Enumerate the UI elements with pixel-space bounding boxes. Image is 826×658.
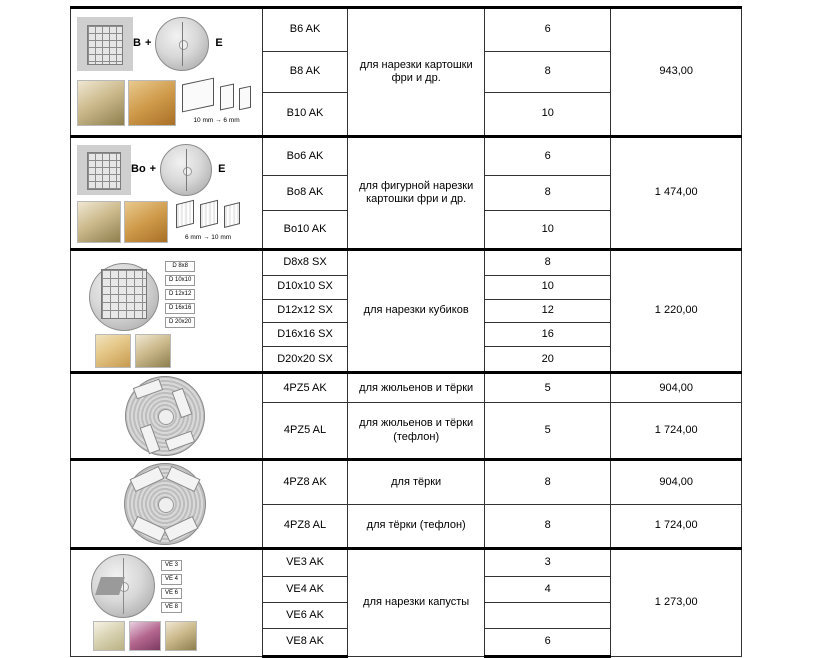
product-code: 4PZ8 AK bbox=[262, 460, 348, 505]
product-code: 4PZ8 AL bbox=[262, 504, 348, 549]
product-size: 8 bbox=[485, 175, 611, 211]
illus-label: D 20x20 bbox=[165, 317, 195, 328]
illus-label: D 16x16 bbox=[165, 303, 195, 314]
product-size: 3 bbox=[485, 549, 611, 577]
product-size: 12 bbox=[485, 299, 611, 323]
product-size: 4 bbox=[485, 576, 611, 602]
product-code: B8 AK bbox=[262, 51, 348, 92]
product-size: 10 bbox=[485, 211, 611, 250]
product-code: 4PZ5 AK bbox=[262, 373, 348, 403]
table-row bbox=[71, 373, 742, 403]
illus-label: VE 8 bbox=[161, 602, 182, 613]
product-size: 16 bbox=[485, 323, 611, 347]
product-price: 904,00 bbox=[611, 460, 742, 505]
product-size: 20 bbox=[485, 347, 611, 373]
illus-label: D 10x10 bbox=[165, 275, 195, 286]
product-price: 1 724,00 bbox=[611, 403, 742, 460]
product-price: 1 474,00 bbox=[611, 137, 742, 250]
product-size: 5 bbox=[485, 373, 611, 403]
product-size: 10 bbox=[485, 93, 611, 137]
product-size: 8 bbox=[485, 250, 611, 276]
product-description: для жюльенов и тёрки (тефлон) bbox=[348, 403, 485, 460]
table-row bbox=[71, 460, 742, 505]
product-size bbox=[485, 602, 611, 628]
product-description: для жюльенов и тёрки bbox=[348, 373, 485, 403]
product-code: VE3 AK bbox=[262, 549, 348, 577]
product-size: 8 bbox=[485, 51, 611, 92]
product-code: 4PZ5 AL bbox=[262, 403, 348, 460]
product-description: для нарезки картошки фри и др. bbox=[348, 8, 485, 137]
product-price: 1 273,00 bbox=[611, 549, 742, 657]
product-code: D8x8 SX bbox=[262, 250, 348, 276]
table-row bbox=[71, 549, 742, 577]
product-price: 1 220,00 bbox=[611, 250, 742, 373]
illus-right-label: E bbox=[218, 163, 226, 176]
product-size: 6 bbox=[485, 137, 611, 176]
product-image-ve-ak bbox=[71, 549, 263, 657]
product-code: D16x16 SX bbox=[262, 323, 348, 347]
illus-right-label: E bbox=[215, 37, 223, 50]
illus-label: VE 3 bbox=[161, 560, 182, 571]
table-row bbox=[71, 8, 742, 52]
product-image-b-ak bbox=[71, 8, 263, 137]
product-catalog-table bbox=[70, 6, 742, 658]
illus-dimension-note: 10 mm → 6 mm bbox=[193, 117, 240, 125]
product-description: для нарезки капусты bbox=[348, 549, 485, 657]
product-code: VE6 AK bbox=[262, 602, 348, 628]
table-row bbox=[71, 250, 742, 276]
product-code: Bo6 AK bbox=[262, 137, 348, 176]
illus-left-label: B bbox=[133, 37, 141, 50]
product-code: VE8 AK bbox=[262, 629, 348, 657]
product-price: 904,00 bbox=[611, 373, 742, 403]
product-description: для тёрки bbox=[348, 460, 485, 505]
catalog-sheet bbox=[70, 6, 742, 658]
product-code: Bo8 AK bbox=[262, 175, 348, 211]
product-description: для фигурной нарезки картошки фри и др. bbox=[348, 137, 485, 250]
illus-label: VE 6 bbox=[161, 588, 182, 599]
product-code: B6 AK bbox=[262, 8, 348, 52]
illus-label: D 8x8 bbox=[165, 261, 195, 272]
product-image-bo-ak bbox=[71, 137, 263, 250]
product-code: D10x10 SX bbox=[262, 275, 348, 299]
product-price: 943,00 bbox=[611, 8, 742, 137]
product-size: 6 bbox=[485, 8, 611, 52]
product-size: 8 bbox=[485, 504, 611, 549]
illus-dimension-note: 6 mm → 10 mm bbox=[184, 234, 232, 242]
illus-left-label: Bo bbox=[131, 163, 146, 176]
product-code: D20x20 SX bbox=[262, 347, 348, 373]
illus-label: D 12x12 bbox=[165, 289, 195, 300]
illus-label: VE 4 bbox=[161, 574, 182, 585]
illus-plus: + bbox=[144, 37, 152, 50]
product-code: D12x12 SX bbox=[262, 299, 348, 323]
product-image-4pz5 bbox=[71, 373, 263, 460]
product-image-4pz8 bbox=[71, 460, 263, 549]
product-size: 5 bbox=[485, 403, 611, 460]
product-code: B10 AK bbox=[262, 93, 348, 137]
product-code: Bo10 AK bbox=[262, 211, 348, 250]
product-description: для нарезки кубиков bbox=[348, 250, 485, 373]
product-size: 10 bbox=[485, 275, 611, 299]
product-code: VE4 AK bbox=[262, 576, 348, 602]
product-size: 8 bbox=[485, 460, 611, 505]
product-description: для тёрки (тефлон) bbox=[348, 504, 485, 549]
product-size: 6 bbox=[485, 629, 611, 657]
product-price: 1 724,00 bbox=[611, 504, 742, 549]
illus-plus: + bbox=[149, 163, 157, 176]
product-image-d-sx bbox=[71, 250, 263, 373]
table-row bbox=[71, 137, 742, 176]
